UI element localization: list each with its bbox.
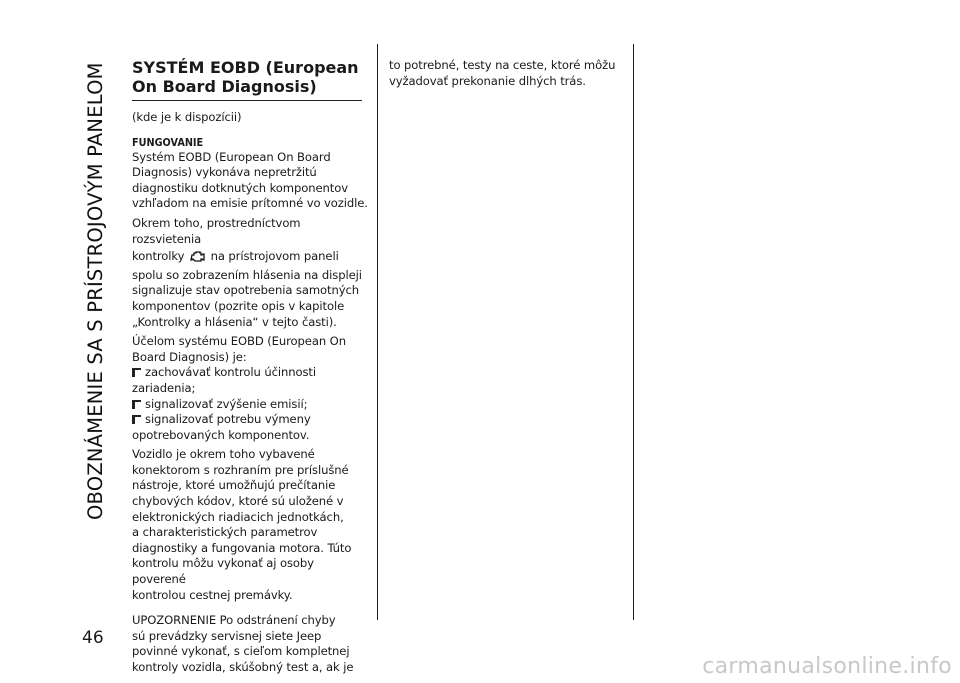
- text-line: Účelom systému EOBD (European On: [132, 334, 346, 349]
- column-divider: [633, 44, 634, 620]
- engine-check-icon: [190, 250, 205, 268]
- chapter-title: OBOZNÁMENIE SA S PRÍSTROJOVÝM PANELOM: [84, 62, 107, 520]
- bullet-text: signalizovať zvýšenie emisií;: [145, 396, 308, 411]
- text-line: Systém EOBD (European On Board: [132, 149, 331, 164]
- right-column: [389, 58, 629, 89]
- bullet-icon: [132, 415, 141, 424]
- text-fragment: na prístrojovom paneli: [210, 249, 339, 264]
- text-line: UPOZORNENIE Po odstránení chyby: [132, 613, 336, 628]
- column-divider: [377, 44, 378, 620]
- text-line: [132, 249, 368, 268]
- bullet-icon: [132, 400, 141, 409]
- bullet-icon: [132, 368, 141, 377]
- paragraph-3: [132, 334, 368, 365]
- text-line: vzhľadom na emisie prítomné vo vozidle.: [132, 196, 368, 211]
- text-line: komponentov (pozrite opis v kapitole: [132, 298, 345, 313]
- text-line: diagnostiky a fungovania motora. Túto: [132, 540, 352, 555]
- text-line: Board Diagnosis) je:: [132, 349, 247, 364]
- section-title: [132, 58, 362, 101]
- section-title-line: SYSTÉM EOBD (European: [132, 58, 359, 77]
- paragraph-4: [132, 447, 368, 603]
- text-line: kontroly vozidla, skúšobný test a, ak je: [132, 660, 354, 674]
- text-line: „Kontrolky a hlásenia“ v tejto časti).: [132, 314, 337, 329]
- continuation-paragraph: [389, 58, 629, 89]
- text-line: konektorom s rozhraním pre príslušné: [132, 462, 349, 477]
- text-line: chybových kódov, ktoré sú uložené v: [132, 494, 344, 509]
- bullet-list: [132, 365, 368, 443]
- text-line: diagnostiku dotknutých komponentov: [132, 180, 348, 195]
- bullet-text: zachovávať kontrolu účinnosti: [145, 365, 316, 380]
- paragraph-2: [132, 216, 368, 330]
- text-line: kontrolou cestnej premávky.: [132, 587, 293, 602]
- text-fragment: kontrolky: [132, 249, 185, 264]
- list-item: [132, 412, 368, 443]
- text-line: povinné vykonať, s cieľom kompletnej: [132, 644, 350, 659]
- bullet-text: opotrebovaných komponentov.: [132, 427, 310, 442]
- text-line: nástroje, ktoré umožňujú prečítanie: [132, 478, 336, 493]
- subheading: FUNGOVANIE: [132, 135, 204, 149]
- bullet-text: signalizovať potrebu výmeny: [145, 412, 311, 427]
- text-line: vyžadovať prekonanie dlhých trás.: [389, 73, 586, 88]
- warning-note: [132, 613, 368, 675]
- text-line: kontrolu môžu vykonať aj osoby poverené: [132, 556, 314, 587]
- list-item: [132, 365, 368, 396]
- watermark: carmanualsonline.info: [702, 654, 952, 679]
- text-line: Okrem toho, prostredníctvom rozsvietenia: [132, 215, 301, 246]
- text-line: elektronických riadiacich jednotkách,: [132, 509, 344, 524]
- bullet-text: zariadenia;: [132, 380, 196, 395]
- text-line: to potrebné, testy na ceste, ktoré môžu: [389, 58, 616, 72]
- left-column: [132, 58, 368, 676]
- text-line: signalizuje stav opotrebenia samotných: [132, 283, 360, 298]
- section-title-line: On Board Diagnosis): [132, 77, 317, 96]
- text-line: Diagnosis) vykonáva nepretržitú: [132, 165, 317, 180]
- paragraph-1: [132, 150, 368, 212]
- text-line: a charakteristických parametrov: [132, 525, 318, 540]
- list-item: [132, 397, 368, 413]
- availability-note: (kde je k dispozícii): [132, 110, 242, 124]
- text-line: sú prevádzky servisnej siete Jeep: [132, 628, 322, 643]
- text-line: Vozidlo je okrem toho vybavené: [132, 447, 315, 462]
- text-line: spolu so zobrazením hlásenia na displeji: [132, 267, 362, 282]
- page-number: 46: [82, 628, 104, 648]
